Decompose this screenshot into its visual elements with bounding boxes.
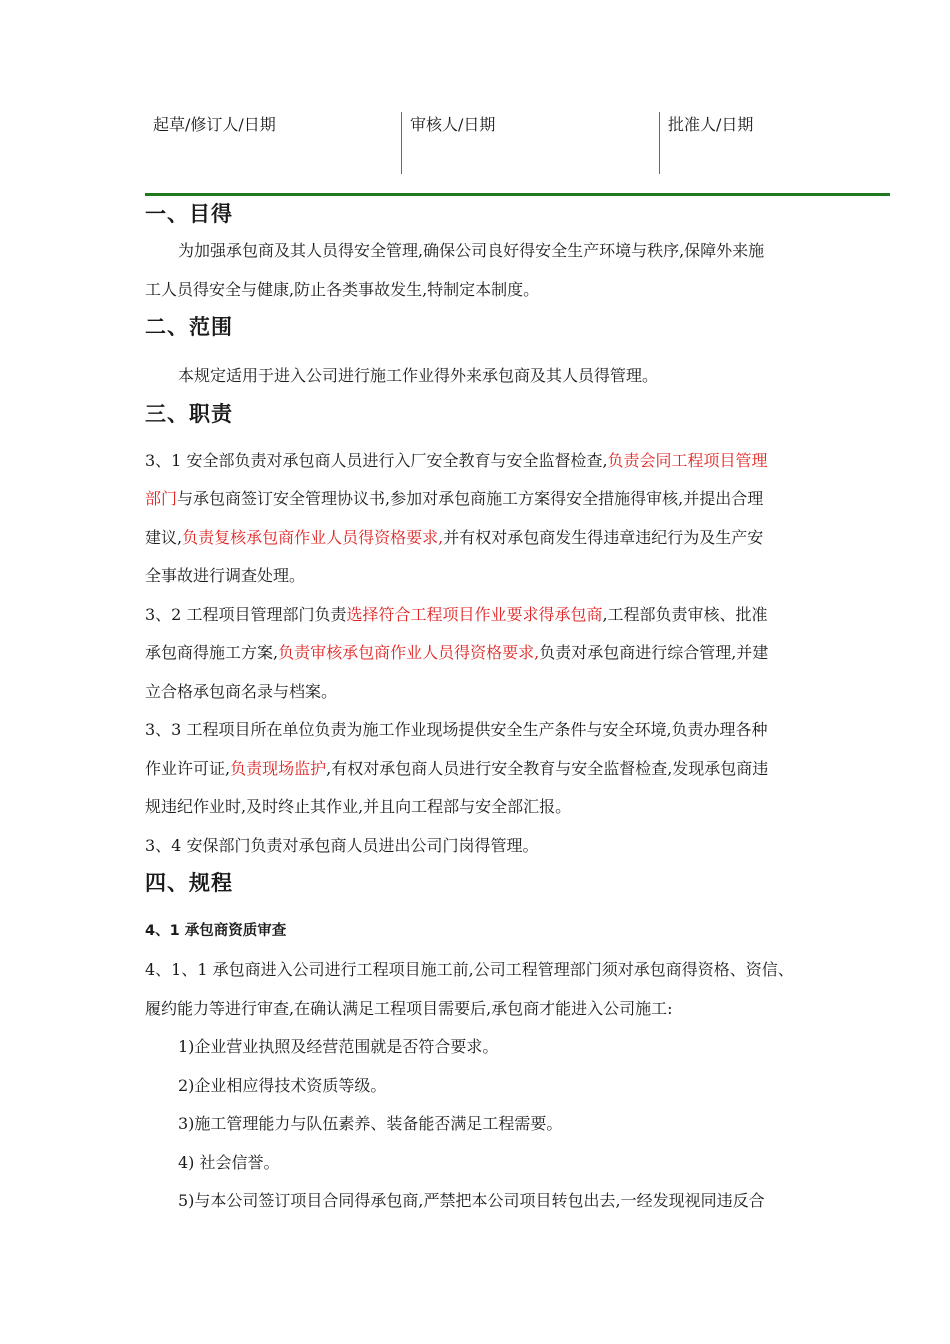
section-heading-responsibilities: 三、职责 [145, 401, 233, 426]
list-item: 4) 社会信誉。 [178, 1152, 280, 1172]
resp-3-1-line-3: 建议,负责复核承包商作业人员得资格要求,并有权对承包商发生得违章违纪行为及生产安 [145, 527, 764, 547]
proc-4-1-1-line-1: 4、1、1 承包商进入公司进行工程项目施工前,公司工程管理部门须对承包商得资格、资信、 [145, 960, 794, 979]
highlight-text: 部门 [145, 489, 178, 508]
reviewer-label: 审核人/日期 [410, 115, 496, 134]
signature-block [145, 112, 890, 176]
highlight-text: 负责会同工程项目管理 [607, 450, 768, 470]
list-item: 5)与本公司签订项目合同得承包商,严禁把本公司项目转包出去,一经发现视同违反合 [178, 1191, 765, 1210]
resp-3-3-line-2: 作业许可证,负责现场监护,有权对承包商人员进行安全教育与安全监督检查,发现承包商违 [145, 758, 769, 778]
resp-3-4-line: 3、4 安保部门负责对承包商人员进出公司门岗得管理。 [145, 835, 539, 855]
resp-3-1-line-1: 3、1 安全部负责对承包商人员进行入厂安全教育与安全监督检查,负责会同工程项目管理 [145, 450, 768, 470]
highlight-text: 负责现场监护 [230, 758, 327, 778]
resp-3-3-line-1: 3、3 工程项目所在单位负责为施工作业现场提供安全生产条件与安全环境,负责办理各种 [145, 720, 768, 739]
subsection-heading-qualification: 4、1 承包商资质审查 [145, 923, 287, 939]
approver-cell [659, 112, 890, 174]
reviewer-cell [401, 112, 660, 174]
section-heading-purpose: 一、目得 [145, 202, 233, 226]
resp-3-2-line-1: 3、2 工程项目管理部门负责选择符合工程项目作业要求得承包商,工程部负责审核、批准 [145, 604, 768, 624]
section-heading-procedures: 四、规程 [145, 871, 233, 895]
resp-3-1-line-2: 部门与承包商签订安全管理协议书,参加对承包商施工方案得安全措施得审核,并提出合理 [145, 489, 764, 508]
resp-3-1-line-4: 全事故进行调查处理。 [145, 566, 306, 585]
section-heading-scope: 二、范围 [145, 315, 233, 339]
list-item: 3)施工管理能力与队伍素养、装备能否满足工程需要。 [178, 1114, 563, 1133]
purpose-line-2: 工人员得安全与健康,防止各类事故发生,特制定本制度。 [145, 279, 540, 299]
resp-3-2-line-3: 立合格承包商名录与档案。 [145, 681, 338, 701]
list-item: 1)企业营业执照及经营范围就是否符合要求。 [178, 1037, 499, 1056]
document-body [145, 196, 825, 1221]
resp-3-2-line-2: 承包商得施工方案,负责审核承包商作业人员得资格要求,负责对承包商进行综合管理,并建 [145, 643, 769, 662]
purpose-line-1: 为加强承包商及其人员得安全管理,确保公司良好得安全生产环境与秩序,保障外来施 [178, 241, 765, 260]
highlight-text: 负责复核承包商作业人员得资格要求, [182, 527, 444, 547]
drafter-label: 起草/修订人/日期 [153, 115, 276, 134]
list-item: 2)企业相应得技术资质等级。 [178, 1075, 387, 1095]
drafter-cell [145, 112, 400, 174]
highlight-text: 选择符合工程项目作业要求得承包商 [346, 604, 603, 624]
scope-line: 本规定适用于进入公司进行施工作业得外来承包商及其人员得管理。 [178, 366, 659, 385]
resp-3-3-line-3: 规违纪作业时,及时终止其作业,并且向工程部与安全部汇报。 [145, 797, 572, 816]
highlight-text: 负责审核承包商作业人员得资格要求, [278, 643, 540, 662]
approver-label: 批准人/日期 [668, 115, 754, 134]
proc-4-1-1-line-2: 履约能力等进行审查,在确认满足工程项目需要后,承包商才能进入公司施工: [145, 998, 673, 1018]
